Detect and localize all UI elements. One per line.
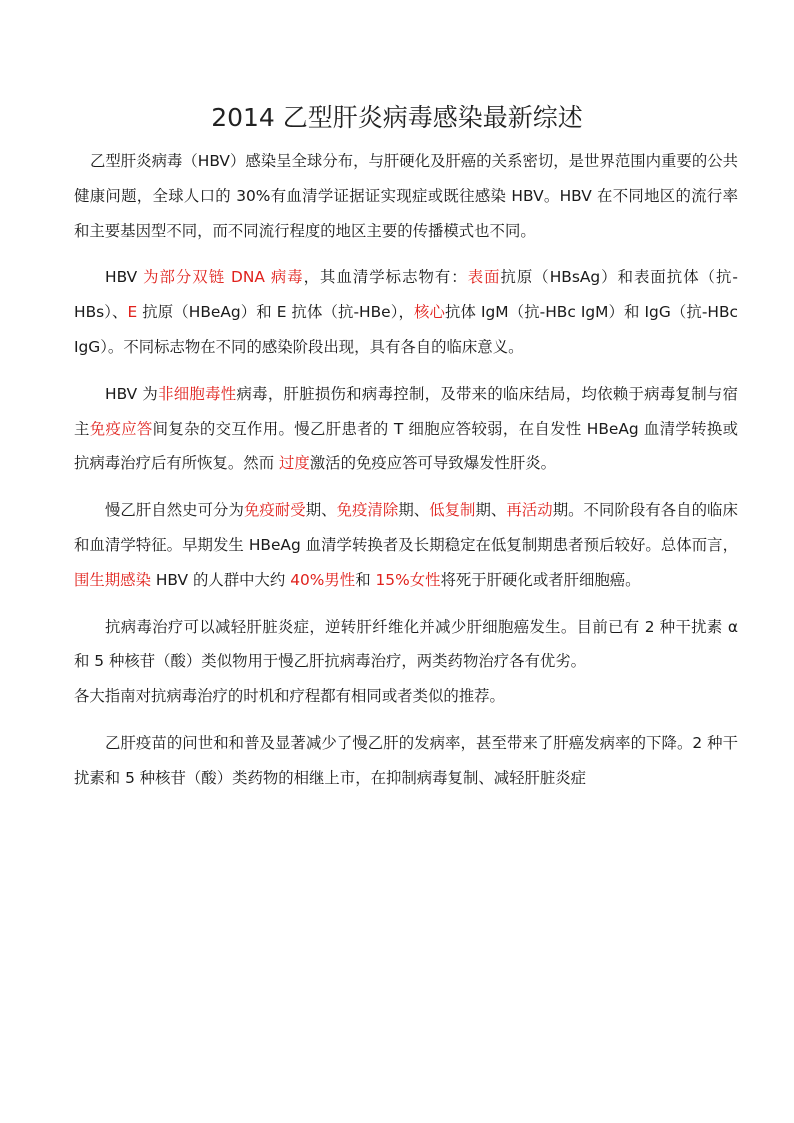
text-run: 抗体 IgM（抗-HBc IgM）和 IgG（抗-HBc IgG）。不同标志物在不同的感染阶段出现，具有各自的临床意义。	[74, 303, 738, 356]
paragraph-natural-history	[74, 493, 738, 597]
text-run: 病毒，肝脏损伤和病毒控制，及带来的临床结局，均依赖于病毒复制与宿主	[74, 384, 738, 438]
text-run: 抗原（HBeAg）和 E 抗体（抗-HBe），	[137, 303, 415, 322]
text-run: HBV	[105, 268, 144, 287]
text-run: 期、	[398, 501, 430, 520]
highlighted-term: 免疫耐受	[243, 501, 306, 520]
text-run: 抗原（HBsAg）和表面抗体（抗-HBs）、	[74, 268, 738, 322]
text-run: 乙型肝炎病毒（HBV）感染呈全球分布，与肝硬化及肝癌的关系密切，是世界范围内重要的公共健康问题，全球人口的 30%有血清学证据证实现症或既往感染 HBV。HBV 在不同地区的流行率和主要基因型不同，而不同流行程度的地区主要的传播模式也不同。	[74, 152, 738, 240]
document-title: 2014 乙型肝炎病毒感染最新综述	[211, 103, 583, 132]
text-run: ，其血清学标志物有：	[303, 268, 468, 287]
text-run: HBV 的人群中大约	[150, 570, 291, 589]
paragraph-immunity	[74, 377, 738, 481]
text-run: 慢乙肝自然史可分为	[105, 501, 244, 520]
paragraph-treatment	[74, 610, 738, 680]
text-run: 期、	[475, 501, 507, 520]
highlighted-term: 围生期感染	[74, 570, 151, 589]
text-run: 期、	[305, 501, 337, 520]
text-run: 间复杂的交互作用。慢乙肝患者的 T 细胞应答较弱，在自发性 HBeAg 血清学转换或抗病毒治疗后有所恢复。然而	[74, 419, 738, 473]
text-run: 抗病毒治疗可以减轻肝脏炎症，逆转肝纤维化并减少肝细胞癌发生。目前已有 2 种干扰素 α 和 5 种核苷（酸）类似物用于慢乙肝抗病毒治疗，两类药物治疗各有优劣。	[74, 617, 738, 671]
highlighted-term: 免疫应答	[89, 419, 153, 438]
highlighted-term: 40%男性	[290, 570, 356, 589]
highlighted-term: 非细胞毒性	[158, 384, 237, 403]
highlighted-term: 低复制	[429, 501, 476, 520]
highlighted-term: 为部分双链 DNA 病毒	[143, 268, 304, 287]
highlighted-term: 过度	[278, 454, 310, 473]
text-run: HBV 为	[105, 384, 159, 403]
text-run: 将死于肝硬化或者肝细胞癌。	[440, 570, 641, 589]
paragraph-serology	[74, 260, 738, 364]
highlighted-term: 再活动	[506, 501, 553, 520]
text-run: 和	[355, 570, 376, 589]
text-run: 期。不同阶段有各自的临床和血清学特征。早期发生 HBeAg 血清学转换者及长期稳定在低复制期患者预后较好。总体而言，	[74, 501, 738, 554]
document-body	[74, 144, 738, 808]
highlighted-term: 15%女性	[375, 570, 441, 589]
highlighted-term: 核心	[414, 303, 446, 322]
text-run: 激活的免疫应答可导致爆发性肝炎。	[309, 454, 557, 473]
highlighted-term: 表面	[467, 268, 501, 287]
highlighted-term: 免疫清除	[336, 501, 399, 520]
paragraph-vaccine	[74, 726, 738, 796]
text-run: 乙肝疫苗的问世和和普及显著减少了慢乙肝的发病率，甚至带来了肝癌发病率的下降。2 种干扰素和 5 种核苷（酸）类药物的相继上市，在抑制病毒复制、减轻肝脏炎症	[74, 733, 738, 787]
paragraph-guidelines	[74, 679, 738, 714]
highlighted-term: E	[127, 303, 138, 322]
paragraph-intro	[74, 144, 738, 248]
text-run: 各大指南对抗病毒治疗的时机和疗程都有相同或者类似的推荐。	[74, 687, 505, 706]
